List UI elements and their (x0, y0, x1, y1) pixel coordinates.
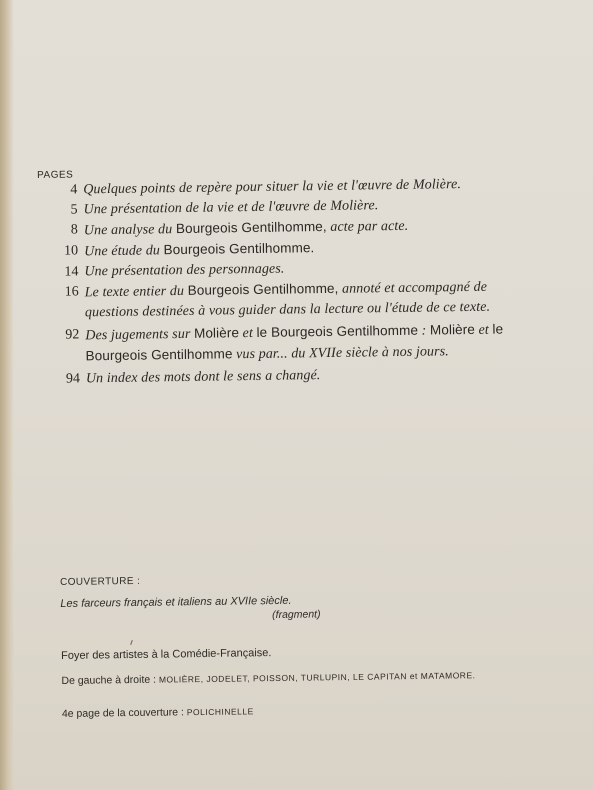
cover-figures-prefix: De gauche à droite : (61, 673, 160, 687)
page-edge-shadow (0, 0, 14, 790)
toc-page-number: 4 (70, 182, 78, 198)
cover-title: Les farceurs français et italiens au XVIIe siècle. (60, 594, 292, 610)
back-cover-credit (62, 702, 502, 720)
toc-text-after: acte par acte. (326, 218, 409, 235)
back-cover-prefix: 4e page de la couverture : (61, 706, 187, 720)
toc-text-before: Le texte entier du (84, 283, 188, 301)
toc-work-title: Bourgeois Gentilhomme. (163, 240, 315, 258)
toc-text-after: annoté et accompagné de questions destinées à vous guider dans la lecture ou l'étude de ce texte. (84, 279, 491, 321)
toc-text (85, 276, 510, 323)
toc-page-number: 5 (70, 202, 78, 218)
toc-text-after: vus par... du XVIIe siècle à nos jours. (232, 344, 449, 363)
cover-label: COUVERTURE : (60, 575, 141, 588)
toc-entry (39, 276, 510, 324)
toc-work-title: le Bourgeois Gentilhomme (256, 322, 419, 340)
toc-work-title: Bourgeois Gentilhomme, (187, 280, 339, 298)
toc-author-name: Molière (429, 321, 476, 338)
toc-page-number: 92 (65, 327, 80, 343)
cover-fragment-note: (fragment) (272, 608, 321, 622)
toc-text-mid: et (238, 325, 257, 342)
toc-page-number: 94 (65, 371, 81, 387)
cover-figures (61, 668, 501, 688)
toc-entry (40, 363, 510, 390)
toc-text (85, 319, 510, 367)
pages-label: PAGES (37, 169, 74, 181)
toc-text-before: Une étude du (84, 243, 164, 260)
toc-text-mid: : (417, 323, 431, 339)
toc-text: Un index des mots dont le sens a changé. (85, 368, 321, 387)
toc-author-name: Molière (193, 325, 240, 341)
toc-page-number: 10 (64, 243, 79, 259)
toc-text: Une présentation des personnages. (84, 261, 285, 280)
toc-entry (39, 319, 510, 368)
table-of-contents (37, 163, 510, 390)
toc-text-mid: et (474, 322, 493, 338)
toc-page-number: 14 (64, 264, 79, 280)
back-cover-value: POLICHINELLE (186, 706, 254, 718)
toc-page-number: 16 (64, 284, 79, 300)
toc-work-title: Bourgeois Gentilhomme, (175, 218, 327, 237)
toc-text: Quelques points de repère pour situer la vie et l'œuvre de Molière. (83, 177, 462, 198)
toc-text: Une présentation de la vie et de l'œuvre de Molière. (83, 198, 379, 218)
toc-text-before: Une analyse du (83, 222, 177, 239)
toc-work-title: le Bourgeois Gentilhomme (85, 321, 504, 364)
cover-credits (60, 571, 502, 720)
toc-text-before: Des jugements sur (85, 326, 195, 344)
toc-page-number: 8 (70, 222, 78, 238)
cover-location: Foyer des artistes à la Comédie-Française. (61, 647, 272, 662)
cover-figures-list: MOLIÈRE, JODELET, POISSON, TURLUPIN, LE CAPITAN et MATAMORE. (158, 670, 476, 685)
